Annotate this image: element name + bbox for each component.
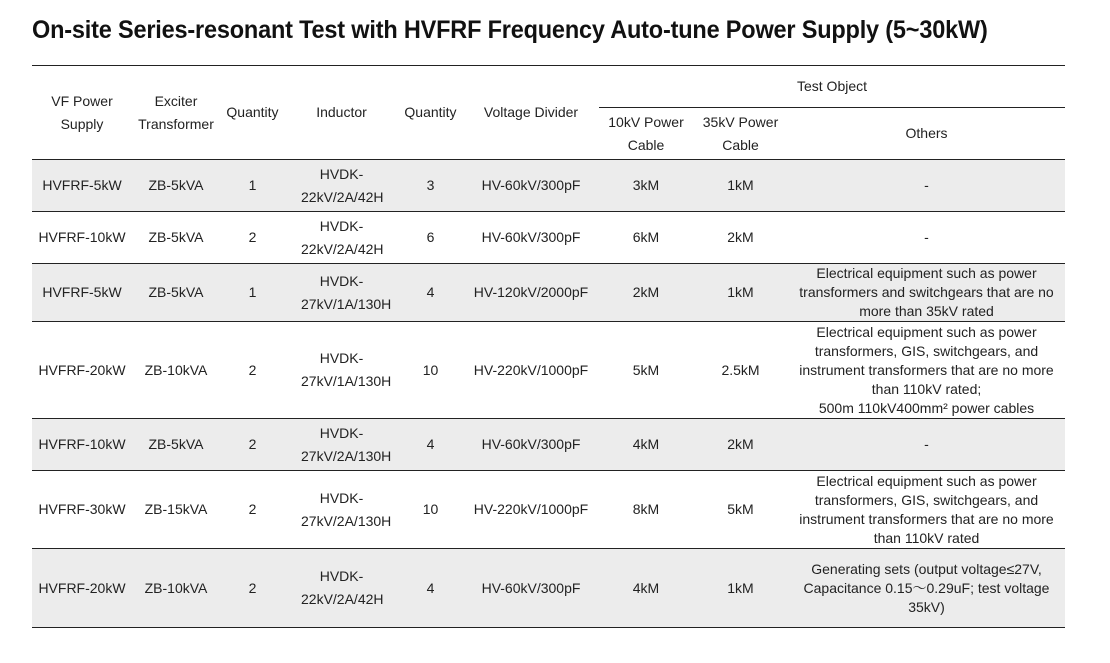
cell-exciter-transformer: ZB-10kVA (144, 361, 208, 378)
cell-quantity-1: 2 (248, 361, 257, 378)
cell-exciter-transformer: ZB-5kVA (148, 436, 204, 452)
header-cable-35kv: 35kV Power Cable (693, 108, 788, 160)
cell-inductor: HVDK-27kV/1A/130H (301, 272, 392, 312)
table-row (32, 322, 1065, 419)
cell-voltage-divider: HV-60kV/300pF (481, 436, 581, 452)
cell-quantity-2: 10 (422, 501, 439, 517)
others-text: Electrical equipment such as power transformers, GIS, switchgears, and instrument transformers that are no more than 110kV rated; (799, 323, 1054, 397)
table-body (32, 160, 1065, 628)
cell-quantity-2: 6 (426, 229, 435, 245)
cell-others (788, 212, 1065, 264)
cell-quantity-2: 4 (426, 284, 435, 300)
table-row (32, 471, 1065, 549)
cell-cable-10kv: 6kM (632, 229, 660, 245)
cell-cable-10kv: 4kM (632, 436, 660, 452)
cell-cable-35kv: 1kM (727, 579, 754, 596)
cell-vf-power-supply: HVFRF-30kW (38, 501, 126, 517)
cell-exciter-transformer: ZB-5kVA (148, 177, 204, 193)
cell-quantity-2: 4 (426, 436, 435, 452)
header-voltage-divider: Voltage Divider (463, 66, 599, 160)
table-row (32, 549, 1065, 628)
cell-others (788, 322, 1065, 419)
header-vf-power-supply: VF Power Supply (32, 66, 132, 160)
others-text: - (924, 177, 929, 193)
cell-cable-10kv: 8kM (632, 501, 660, 517)
cell-cable-10kv: 2kM (632, 284, 660, 300)
table-row (32, 160, 1065, 212)
cell-voltage-divider: HV-60kV/300pF (481, 229, 581, 245)
cell-exciter-transformer: ZB-15kVA (144, 501, 208, 517)
header-quantity-1: Quantity (220, 66, 285, 160)
cell-quantity-1: 2 (248, 229, 257, 245)
cell-quantity-2: 10 (422, 361, 439, 378)
cell-cable-35kv: 2.5kM (721, 361, 760, 378)
cell-voltage-divider: HV-220kV/1000pF (473, 501, 589, 517)
cell-inductor: HVDK-22kV/2A/42H (301, 568, 384, 607)
table-header (32, 66, 1065, 160)
cell-quantity-2: 4 (426, 579, 435, 596)
cell-quantity-2: 3 (426, 177, 435, 193)
cell-quantity-1: 2 (248, 436, 257, 452)
cell-exciter-transformer: ZB-10kVA (144, 579, 208, 596)
cell-quantity-1: 2 (248, 501, 257, 517)
table-row (32, 264, 1065, 322)
cell-cable-10kv: 5kM (632, 361, 660, 378)
cell-inductor: HVDK-27kV/2A/130H (301, 424, 392, 464)
cell-vf-power-supply: HVFRF-20kW (38, 579, 126, 596)
cell-others (788, 549, 1065, 628)
cell-vf-power-supply: HVFRF-10kW (38, 436, 126, 452)
cell-voltage-divider: HV-220kV/1000pF (473, 361, 589, 378)
others-text: Electrical equipment such as power transformers, GIS, switchgears, and instrument transformers that are no more than 110kV rated (799, 472, 1054, 546)
header-cable-10kv: 10kV Power Cable (599, 108, 693, 160)
cell-inductor: HVDK-22kV/2A/42H (301, 217, 384, 257)
others-text: Generating sets (output voltage≤27V, Capacitance 0.15～0.29uF; test voltage 35kV) (803, 560, 1050, 615)
cell-inductor: HVDK-27kV/2A/130H (301, 489, 392, 529)
table-row (32, 212, 1065, 264)
cell-vf-power-supply: HVFRF-5kW (42, 177, 122, 193)
others-text: - (924, 229, 929, 245)
cell-exciter-transformer: ZB-5kVA (148, 229, 204, 245)
cell-quantity-1: 2 (248, 579, 257, 596)
others-text: Electrical equipment such as power transformers and switchgears that are no more than 35kV rated (799, 265, 1054, 319)
cell-cable-35kv: 5kM (727, 501, 754, 517)
cell-voltage-divider: HV-60kV/300pF (481, 177, 581, 193)
cell-others (788, 264, 1065, 322)
cell-inductor: HVDK-27kV/1A/130H (301, 350, 392, 389)
cell-others (788, 419, 1065, 471)
cell-inductor: HVDK-22kV/2A/42H (301, 165, 384, 205)
cell-vf-power-supply: HVFRF-5kW (42, 284, 122, 300)
others-text: - (924, 436, 929, 452)
spec-table (32, 65, 1065, 628)
cell-voltage-divider: HV-120kV/2000pF (473, 284, 589, 300)
cell-quantity-1: 1 (248, 177, 257, 193)
cell-cable-35kv: 2kM (727, 229, 754, 245)
header-others: Others (788, 108, 1065, 160)
header-inductor: Inductor (285, 66, 398, 160)
cell-cable-10kv: 3kM (632, 177, 660, 193)
header-quantity-2: Quantity (398, 66, 463, 160)
cell-others (788, 471, 1065, 549)
cell-cable-35kv: 1kM (727, 177, 754, 193)
cell-cable-35kv: 2kM (727, 436, 754, 452)
cell-others (788, 160, 1065, 212)
others-extra-text: 500m 110kV400mm² power cables (818, 399, 1035, 416)
cell-vf-power-supply: HVFRF-20kW (38, 361, 126, 378)
cell-vf-power-supply: HVFRF-10kW (38, 229, 126, 245)
header-test-object: Test Object (599, 66, 1065, 108)
table-row (32, 419, 1065, 471)
cell-cable-10kv: 4kM (632, 579, 660, 596)
cell-exciter-transformer: ZB-5kVA (148, 284, 204, 300)
cell-quantity-1: 1 (248, 284, 257, 300)
cell-voltage-divider: HV-60kV/300pF (481, 579, 581, 596)
page-title: On-site Series-resonant Test with HVFRF Frequency Auto-tune Power Supply (5~30kW) (32, 16, 988, 44)
cell-cable-35kv: 1kM (727, 284, 754, 300)
header-exciter-transformer: Exciter Transformer (132, 66, 220, 160)
